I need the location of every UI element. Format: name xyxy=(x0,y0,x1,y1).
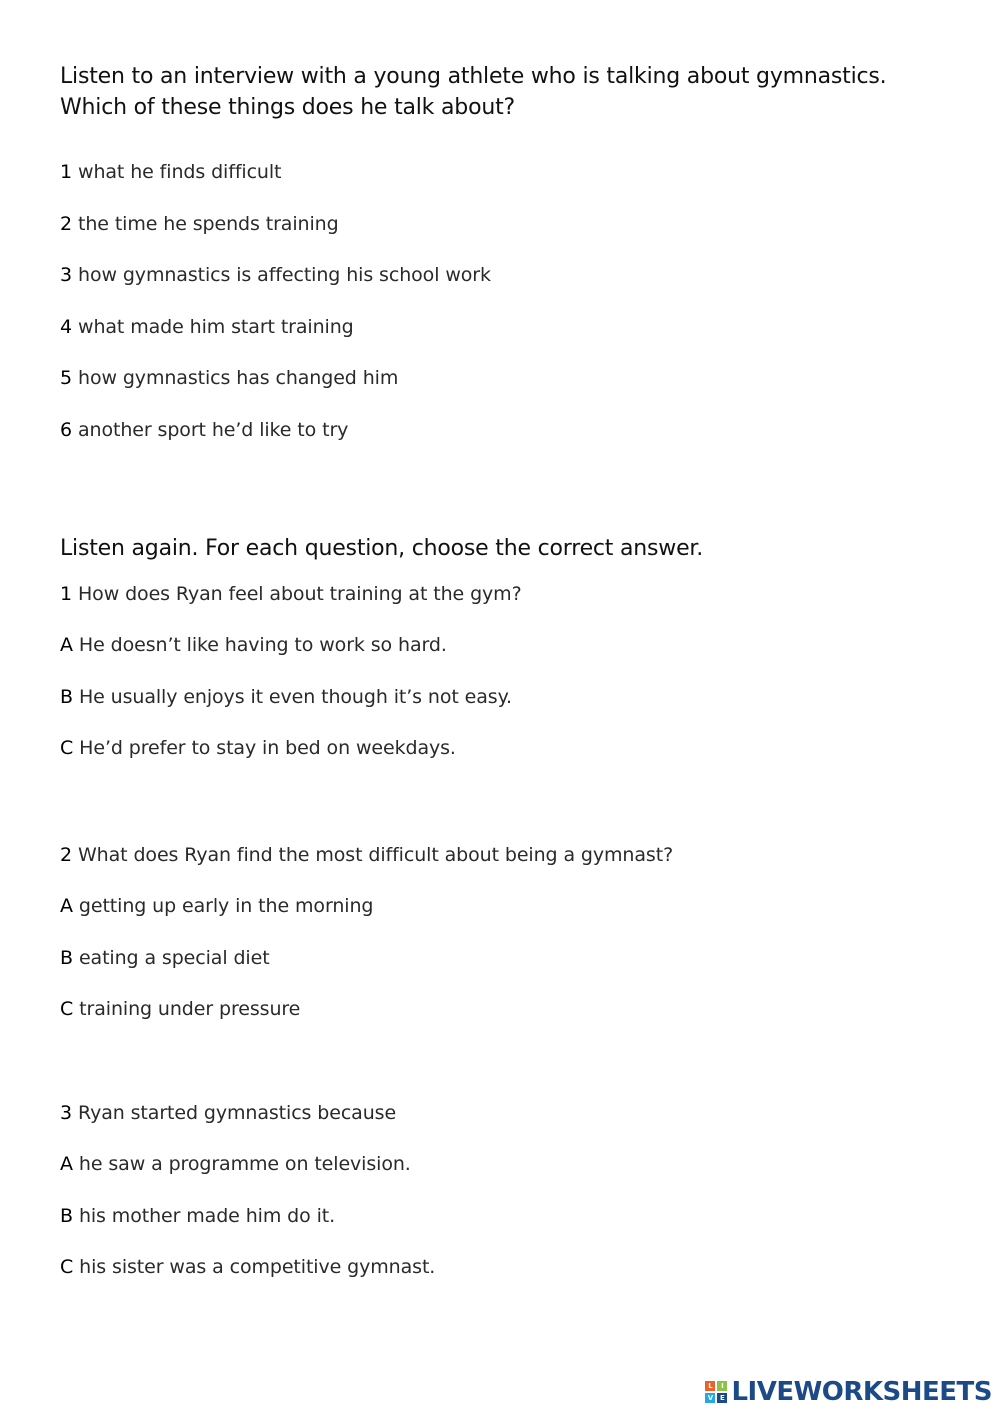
section2-instruction-block xyxy=(60,533,940,564)
option-letter: C xyxy=(60,1256,74,1278)
item-text: what he finds difficult xyxy=(78,161,282,183)
logo-square: I xyxy=(717,1381,727,1391)
item-number: 5 xyxy=(60,367,72,389)
item-number: 2 xyxy=(60,213,72,235)
option-text: He’d prefer to stay in bed on weekdays. xyxy=(79,737,456,759)
question xyxy=(60,1101,396,1125)
answer-option xyxy=(60,1204,335,1228)
answer-option xyxy=(60,1255,435,1279)
question xyxy=(60,843,673,867)
list-item xyxy=(60,160,281,184)
option-text: his mother made him do it. xyxy=(78,1205,336,1227)
answer-option xyxy=(60,1152,411,1176)
answer-option xyxy=(60,946,270,970)
option-letter: B xyxy=(60,947,73,969)
answer-option xyxy=(60,633,447,657)
option-text: he saw a programme on television. xyxy=(78,1153,411,1175)
question-text: How does Ryan feel about training at the gym? xyxy=(78,583,522,605)
liveworksheets-logo xyxy=(705,1377,992,1407)
list-item xyxy=(60,418,348,442)
item-text: another sport he’d like to try xyxy=(78,419,349,441)
list-item xyxy=(60,212,339,236)
item-text: the time he spends training xyxy=(78,213,339,235)
option-text: his sister was a competitive gymnast. xyxy=(79,1256,436,1278)
option-letter: A xyxy=(60,1153,73,1175)
item-text: what made him start training xyxy=(78,316,354,338)
section2-instruction: Listen again. For each question, choose the correct answer. xyxy=(60,536,704,561)
logo-square: L xyxy=(705,1381,715,1391)
question-number: 3 xyxy=(60,1102,72,1124)
item-number: 1 xyxy=(60,161,72,183)
list-item xyxy=(60,315,354,339)
option-letter: B xyxy=(60,1205,73,1227)
item-number: 6 xyxy=(60,419,72,441)
logo-square: V xyxy=(705,1393,715,1403)
logo-text: LIVEWORKSHEETS xyxy=(731,1377,992,1407)
option-letter: A xyxy=(60,634,73,656)
answer-option xyxy=(60,894,373,918)
question-text: Ryan started gymnastics because xyxy=(78,1102,397,1124)
option-text: eating a special diet xyxy=(78,947,270,969)
answer-option xyxy=(60,997,300,1021)
item-text: how gymnastics has changed him xyxy=(78,367,399,389)
logo-square: E xyxy=(717,1393,727,1403)
item-number: 4 xyxy=(60,316,72,338)
list-item xyxy=(60,366,398,390)
section1-instruction: Listen to an interview with a young athlete who is talking about gymnastics. Which of these things does he talk about? xyxy=(60,64,887,120)
question-number: 1 xyxy=(60,583,72,605)
question-text: What does Ryan find the most difficult about being a gymnast? xyxy=(78,844,674,866)
option-text: getting up early in the morning xyxy=(78,895,374,917)
option-letter: A xyxy=(60,895,73,917)
item-number: 3 xyxy=(60,264,72,286)
option-letter: C xyxy=(60,737,74,759)
question xyxy=(60,582,522,606)
answer-option xyxy=(60,685,512,709)
option-text: He usually enjoys it even though it’s not easy. xyxy=(78,686,512,708)
question-number: 2 xyxy=(60,844,72,866)
option-letter: C xyxy=(60,998,74,1020)
logo-icon xyxy=(705,1381,727,1403)
option-text: He doesn’t like having to work so hard. xyxy=(78,634,447,656)
answer-option xyxy=(60,736,456,760)
list-item xyxy=(60,263,491,287)
option-letter: B xyxy=(60,686,73,708)
section1-instruction-block xyxy=(60,61,940,123)
item-text: how gymnastics is affecting his school work xyxy=(78,264,491,286)
option-text: training under pressure xyxy=(79,998,301,1020)
